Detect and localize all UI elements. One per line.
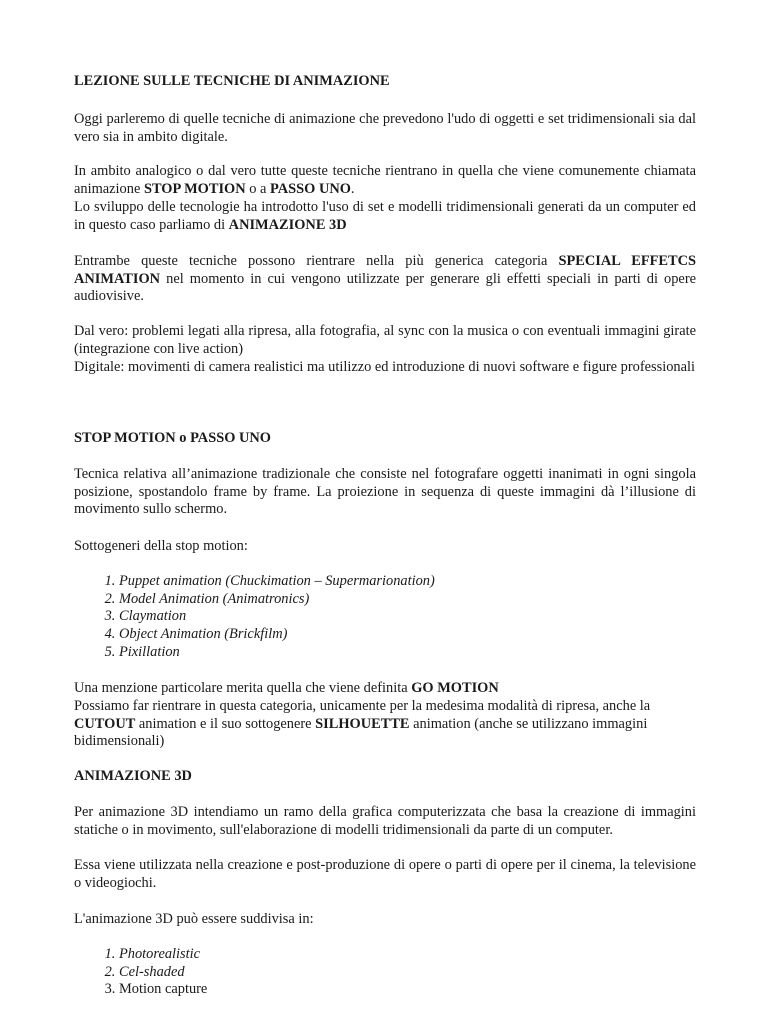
go-motion-line (74, 680, 696, 698)
usage-3d-paragraph: Essa viene utilizzata nella creazione e post-produzione di opere o parti di opere per il cinema, la televisione o videogiochi. (74, 857, 696, 891)
stop-motion-heading: STOP MOTION o PASSO UNO (74, 430, 271, 446)
passo-uno-term: PASSO UNO (270, 180, 351, 197)
analog-paragraph (74, 163, 696, 198)
intro-paragraph: Oggi parleremo di quelle tecniche di animazione che prevedono l'udo di oggetti e set tridimensionali sia dal vero sia in ambito digitale. (74, 111, 696, 145)
list-item: 4. Object Animation (Brickfilm) (119, 626, 679, 644)
cutout-text-mid: animation e il suo sottogenere (135, 715, 316, 732)
list-item: 1. Photorealistic (119, 946, 679, 964)
digital-text: Lo sviluppo delle tecnologie ha introdotto l'uso di set e modelli tridimensionali generati da un computer ed in questo caso parliamo di (74, 199, 696, 233)
list-item: 2. Cel-shaded (119, 964, 679, 982)
go-motion-term: GO MOTION (411, 680, 499, 696)
silhouette-term: SILHOUETTE (315, 715, 410, 732)
dal-vero-paragraph: Dal vero: problemi legati alla ripresa, alla fotografia, al sync con la musica o con eventuali immagini girate (integrazione con live action) (74, 323, 696, 357)
special-effects-paragraph (74, 253, 696, 306)
cutout-text: Possiamo far rientrare in questa categoria, unicamente per la medesima modalità di ripresa, anche la (74, 698, 651, 714)
subdivision-intro: L'animazione 3D può essere suddivisa in: (74, 911, 314, 927)
subgenres-list (74, 573, 679, 662)
list-item: 5. Pixillation (119, 644, 679, 662)
digital-paragraph (74, 199, 696, 234)
go-motion-text: Una menzione particolare merita quella che viene definita (74, 680, 412, 696)
cutout-text-end: animation (anche se utilizzano immagini bidimensionali) (74, 715, 648, 750)
list-item: 2. Model Animation (Animatronics) (119, 591, 679, 609)
digitale-paragraph: Digitale: movimenti di camera realistici ma utilizzo ed introduzione di nuovi software e figure professionali (74, 359, 696, 375)
animazione-3d-term: ANIMAZIONE 3D (228, 216, 347, 233)
special-effects-term: SPECIAL EFFETCS ANIMATION (74, 253, 696, 287)
stop-motion-term: STOP MOTION (143, 180, 246, 197)
cutout-term: CUTOUT (74, 715, 136, 732)
animazione-3d-heading: ANIMAZIONE 3D (74, 768, 192, 784)
list-item: 3. Motion capture (119, 981, 679, 999)
analog-text: In ambito analogico o dal vero tutte queste tecniche rientrano in quella che viene comunemente chiamata animazione (74, 163, 696, 197)
document-title: LEZIONE SULLE TECNICHE DI ANIMAZIONE (74, 73, 390, 89)
analog-text-or: o a (245, 180, 271, 197)
stop-motion-paragraph: Tecnica relativa all’animazione tradizionale che consiste nel fotografare oggetti inanimati in ogni singola posizione, spostandolo frame by frame. La proiezione in sequenza di queste immagini dà l’illusione di movimento sullo schermo. (74, 466, 696, 518)
definition-3d-paragraph: Per animazione 3D intendiamo un ramo della grafica computerizzata che basa la creazione di immagini statiche o in movimento, sull'elaborazione di modelli tridimensionali da parte di un computer. (74, 804, 696, 838)
list-item: 1. Puppet animation (Chuckimation – Supermarionation) (119, 573, 679, 591)
special-effects-text-end: nel momento in cui vengono utilizzate per generare gli effetti speciali in parti di opere audiovisive. (74, 270, 696, 305)
cutout-paragraph (74, 698, 696, 751)
special-effects-text: Entrambe queste tecniche possono rientrare nella più generica categoria (74, 253, 559, 269)
subgenres-intro: Sottogeneri della stop motion: (74, 538, 248, 554)
3d-types-list (74, 946, 679, 999)
analog-text-end: . (350, 180, 355, 197)
list-item: 3. Claymation (119, 608, 679, 626)
